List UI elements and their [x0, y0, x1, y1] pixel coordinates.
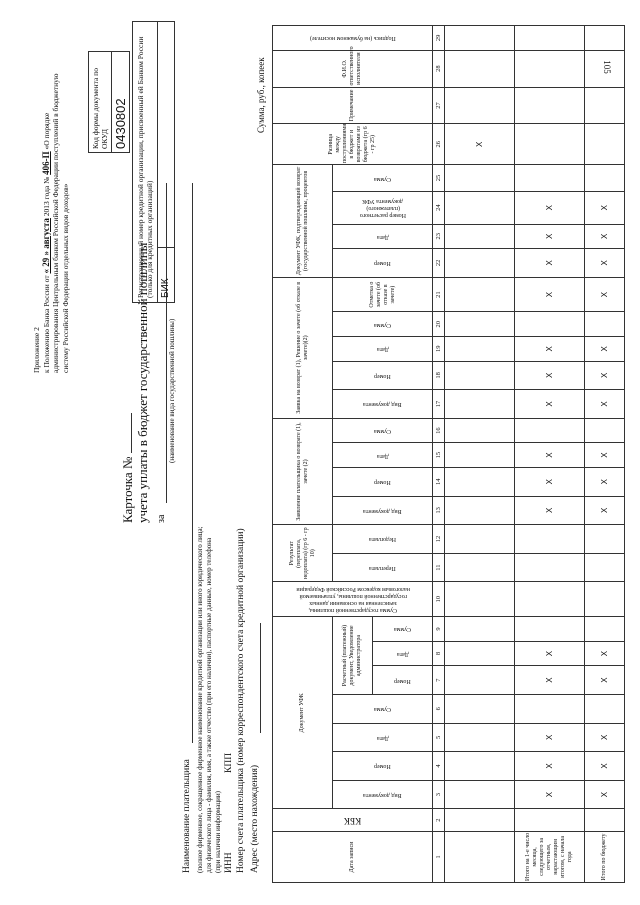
col-num: 1	[433, 831, 445, 882]
x-mark: X	[585, 496, 625, 525]
col-num: 16	[433, 418, 445, 443]
x-mark: X	[515, 641, 585, 666]
okud-code: 0430802	[113, 98, 128, 149]
okud-header: Код формы документа по ОКУД	[89, 52, 112, 152]
appendix-title: Приложение 2	[32, 327, 41, 373]
x-mark: X	[585, 224, 625, 249]
th-sum-4: Сумма	[333, 165, 433, 192]
th-doc-ufk2: Документ УФК, подтверждающий возврат (государственной пошлины, процентов	[273, 165, 333, 277]
x-mark: X	[515, 723, 585, 752]
col-num: 17	[433, 390, 445, 419]
th-dt-3: Дата	[333, 337, 433, 362]
x-mark: X	[585, 752, 625, 781]
appendix-line2: администрирования Центральным банком Российской Федерации поступлений в бюджетную	[51, 73, 60, 373]
col-num: 29	[433, 26, 445, 51]
th-underpay: Недоплата	[333, 525, 433, 554]
x-mark: X	[515, 361, 585, 390]
rotated-document	[20, 13, 630, 893]
th-number: Номер	[333, 752, 433, 781]
col-num: 23	[433, 224, 445, 249]
appendix-block	[32, 53, 70, 373]
x-mark: X	[585, 390, 625, 419]
th-sum-3: Сумма	[333, 312, 433, 337]
x-mark: X	[515, 443, 585, 468]
table-row-total-budget	[585, 26, 625, 883]
th-number-4: Номер	[333, 249, 433, 278]
th-date: Дата записи	[273, 831, 433, 882]
payer-account: Номер счета плательщика (номер корреспондентского счета кредитной организации)	[236, 528, 246, 873]
payer-name-line	[192, 183, 193, 743]
col-num: 6	[433, 694, 445, 723]
col-num: 7	[433, 666, 445, 695]
th-sum: Сумма	[333, 694, 433, 723]
x-mark: X	[515, 496, 585, 525]
x-mark: X	[585, 249, 625, 278]
th-doc-type-2: Вид документа	[333, 496, 433, 525]
th-app-payer: Заявление плательщика о возврате (1), зачете (2)	[273, 418, 333, 524]
th-number-2: Номер	[333, 467, 433, 496]
x-mark: X	[515, 277, 585, 312]
x-mark: X	[585, 780, 625, 809]
col-num: 15	[433, 443, 445, 468]
x-mark: X	[585, 666, 625, 695]
col-num: 26	[433, 124, 445, 165]
card-title-line2: учета уплаты в бюджет государственной пошлины	[135, 242, 150, 523]
th-settle: Расчетный (платежный) документ, Уведомление администратора	[333, 617, 373, 695]
row-total-budget-label: Итого по бюджету	[585, 831, 625, 882]
row-total-month-label: Итого на 1-е число месяца, следующего за отчетным, нарастающим итогом, с начала года	[515, 831, 585, 882]
col-num: 9	[433, 617, 445, 642]
th-diff: Разница между поступлениями в бюджет и возвратами из бюджета (гр 6 - гр 25)	[273, 124, 433, 165]
x-mark: X	[515, 666, 585, 695]
col-num: 18	[433, 361, 445, 390]
col-num: 21	[433, 277, 445, 312]
th-doc-type-3: Вид документа	[333, 390, 433, 419]
appendix-line1: к Положению Банка России от « 29 » августа 2013 года № 406-П «О порядке	[40, 112, 51, 373]
th-doc-ufk: Документ УФК	[273, 617, 333, 809]
th-dt-4: Дата	[333, 224, 433, 249]
x-mark: X	[515, 224, 585, 249]
th-mark: Отметка о зачете (об отказе в зачете)	[333, 277, 433, 312]
x-mark: X	[585, 337, 625, 362]
registration-header: Регистрационный номер кредитной организации, присвоенный ей Банком России (только для кредитных организаций)	[133, 22, 158, 302]
th-overpay: Переплата	[333, 553, 433, 582]
x-mark: X	[515, 337, 585, 362]
x-mark: X	[515, 191, 585, 224]
table-row-total-month	[515, 26, 585, 883]
th-dt-5: Дата	[373, 641, 433, 666]
th-acc-doc: Номер расчетного (платежного) документа УФК	[333, 191, 433, 224]
col-num: 10	[433, 582, 445, 617]
th-app-return: Заявка на возврат (1), Решение о зачете (об отказе в зачете)(2)	[273, 277, 333, 418]
th-sign: Подпись (на бумажном носителе)	[273, 26, 433, 51]
sum-units-label: Сумма, руб., копеек	[256, 57, 266, 133]
address-line	[260, 623, 261, 733]
th-result: Результат (переплата, недоплата) (гр 6 - гр 10)	[273, 525, 333, 582]
th-fio: Ф.И.О. ответственного исполнителя	[273, 50, 433, 87]
col-num: 22	[433, 249, 445, 278]
col-num: 13	[433, 496, 445, 525]
payer-name-label: Наименование плательщика	[182, 759, 192, 873]
x-mark: X	[585, 361, 625, 390]
col-num: 12	[433, 525, 445, 554]
payer-hint1: (полное фирменное, сокращенное фирменное наименование кредитной организации или иного юридического лица;	[196, 526, 204, 873]
x-mark: X	[585, 723, 625, 752]
col-num: 8	[433, 641, 445, 666]
table-row	[445, 26, 515, 883]
inn-label: ИНН	[224, 852, 234, 873]
payer-address: Адрес (место нахождения)	[250, 764, 260, 873]
x-mark: X	[585, 641, 625, 666]
payer-hint3: (при наличии информации)	[214, 791, 222, 873]
col-num: 14	[433, 467, 445, 496]
th-dt: Дата	[333, 723, 433, 752]
okud-box	[88, 51, 130, 153]
bik-label: БИК	[158, 247, 174, 302]
th-dt-2: Дата	[333, 443, 433, 468]
th-doc-type: Вид документа	[333, 780, 433, 809]
th-number-5: Номер	[373, 666, 433, 695]
col-num: 28	[433, 50, 445, 87]
th-sum-5: Сумма	[373, 617, 433, 642]
x-mark: X	[515, 249, 585, 278]
appendix-line3: систему Российской Федерации отдельных видов доходов»	[60, 183, 70, 373]
ledger-table	[272, 25, 625, 883]
col-num: 3	[433, 780, 445, 809]
x-mark: X	[515, 780, 585, 809]
x-mark: X	[515, 390, 585, 419]
col-num: 4	[433, 752, 445, 781]
kpp-label: КПП	[224, 752, 234, 773]
card-sub: (наименование вида государственной пошлины)	[168, 318, 176, 463]
th-sum-2: Сумма	[333, 418, 433, 443]
registration-box	[132, 21, 175, 303]
th-note: Примечание	[273, 87, 433, 124]
card-number-label: Карточка №	[120, 456, 135, 523]
col-num: 24	[433, 191, 445, 224]
x-mark: X	[445, 124, 515, 165]
th-kbk: КБК	[273, 809, 433, 831]
card-za: за	[156, 514, 167, 523]
x-mark: X	[585, 443, 625, 468]
column-numbers-row	[433, 26, 445, 883]
x-mark: X	[585, 467, 625, 496]
x-mark: X	[585, 277, 625, 312]
col-num: 11	[433, 553, 445, 582]
th-number-3: Номер	[333, 361, 433, 390]
col-num: 27	[433, 87, 445, 124]
th-sum-state: Сумма государственной пошлины, зачисленная на основании данных государственной пошлины, уплачиваемой налоговым кодексом Российской Федерации	[273, 582, 433, 617]
col-num: 25	[433, 165, 445, 192]
payer-hint2: для физического лица - фамилия, имя, а также отчество (при его наличии), паспортные данные, номер телефона	[205, 537, 213, 873]
page-number: 105	[601, 60, 612, 74]
x-mark: X	[515, 467, 585, 496]
col-num: 19	[433, 337, 445, 362]
col-num: 5	[433, 723, 445, 752]
x-mark: X	[515, 752, 585, 781]
bik-value	[158, 22, 174, 247]
col-num: 20	[433, 312, 445, 337]
col-num: 2	[433, 809, 445, 831]
x-mark: X	[585, 191, 625, 224]
